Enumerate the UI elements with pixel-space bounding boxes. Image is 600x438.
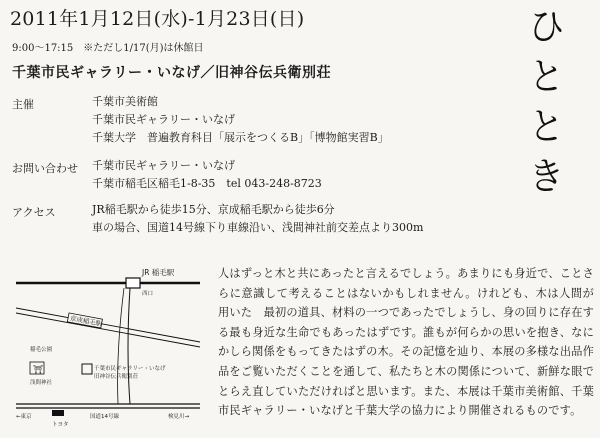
route-14-label: 国道14号線 bbox=[90, 414, 119, 420]
jr-station-label: JR 稲毛駅 bbox=[142, 268, 175, 277]
title-char: と bbox=[521, 56, 565, 106]
organizer-1: 千葉市美術館 bbox=[92, 95, 158, 108]
contact-label: お問い合わせ bbox=[12, 162, 78, 175]
to-kemigawa-label: 検見川→ bbox=[168, 414, 190, 420]
access-line-1: JR稲毛駅から徒歩15分、京成稲毛駅から徒歩6分 bbox=[92, 203, 335, 216]
exhibition-description: 人はずっと木と共にあったと言えるでしょう。あまりにも身近で、ことさらに意識して考えることはないかもしれません。けれども、木は人間が用いた 最初の道具、材料の一つであったでしょうし、身の回りに存在する最も身近な生命でもあったはずです。誰もが何らかの思いを抱き、なにかしら関係をもってきたはずの木。その記憶を辿り、本展の多様な出品作品をご覧いただくことを通して、私たちと木の関係について、新鮮な眼でとらえ直していただければと思います。また、本展は千葉市美術館、千葉市民ギャラリー・いなげと千葉大学の協力により開催されるものです。 bbox=[218, 267, 594, 418]
gallery-marker bbox=[82, 364, 92, 374]
title-char: と bbox=[521, 106, 565, 156]
access-line-2: 車の場合、国道14号線下り車線沿い、浅間神社前交差点より300m bbox=[92, 221, 424, 234]
exhibition-dates: 2011年1月12日(水)-1月23日(日) bbox=[10, 8, 305, 30]
title-char: ひ bbox=[521, 6, 565, 56]
shrine-label: 浅間神社 bbox=[30, 380, 53, 386]
toyota-label: トヨタ bbox=[52, 422, 69, 428]
venue-name: 千葉市民ギャラリー・いなげ／旧神谷伝兵衛別荘 bbox=[12, 65, 331, 81]
road bbox=[118, 288, 124, 404]
exhibition-title bbox=[514, 6, 572, 206]
organizer-label: 主催 bbox=[12, 98, 34, 111]
contact-name: 千葉市民ギャラリー・いなげ bbox=[92, 159, 235, 172]
jr-station-marker bbox=[126, 278, 140, 288]
gallery-label: 千葉市民ギャラリー・いなげ bbox=[94, 366, 166, 372]
torii-icon: ⛩ bbox=[33, 365, 44, 374]
road bbox=[128, 288, 130, 404]
to-tokyo-label: ←東京 bbox=[16, 414, 32, 420]
access-map bbox=[8, 262, 208, 432]
organizer-3: 千葉大学 普遍教育科目「展示をつくるB」「博物館実習B」 bbox=[92, 131, 389, 144]
west-exit-label: 西口 bbox=[142, 291, 154, 297]
keisei-station-label: 京成稲毛駅 bbox=[69, 314, 103, 329]
organizer-2: 千葉市民ギャラリー・いなげ bbox=[92, 113, 235, 126]
contact-address: 千葉市稲毛区稲毛1-8-35 tel 043-248-8723 bbox=[92, 177, 322, 190]
park-label: 稲毛公園 bbox=[30, 347, 53, 353]
keisei-line bbox=[16, 308, 200, 342]
villa-label: 旧神谷伝兵衛別荘 bbox=[94, 374, 139, 380]
keisei-line bbox=[16, 313, 200, 347]
access-label: アクセス bbox=[12, 206, 56, 219]
title-char: き bbox=[521, 156, 565, 206]
opening-hours: 9:00〜17:15 ※ただし1/17(月)は休館日 bbox=[12, 43, 204, 54]
toyota-marker bbox=[52, 410, 64, 416]
